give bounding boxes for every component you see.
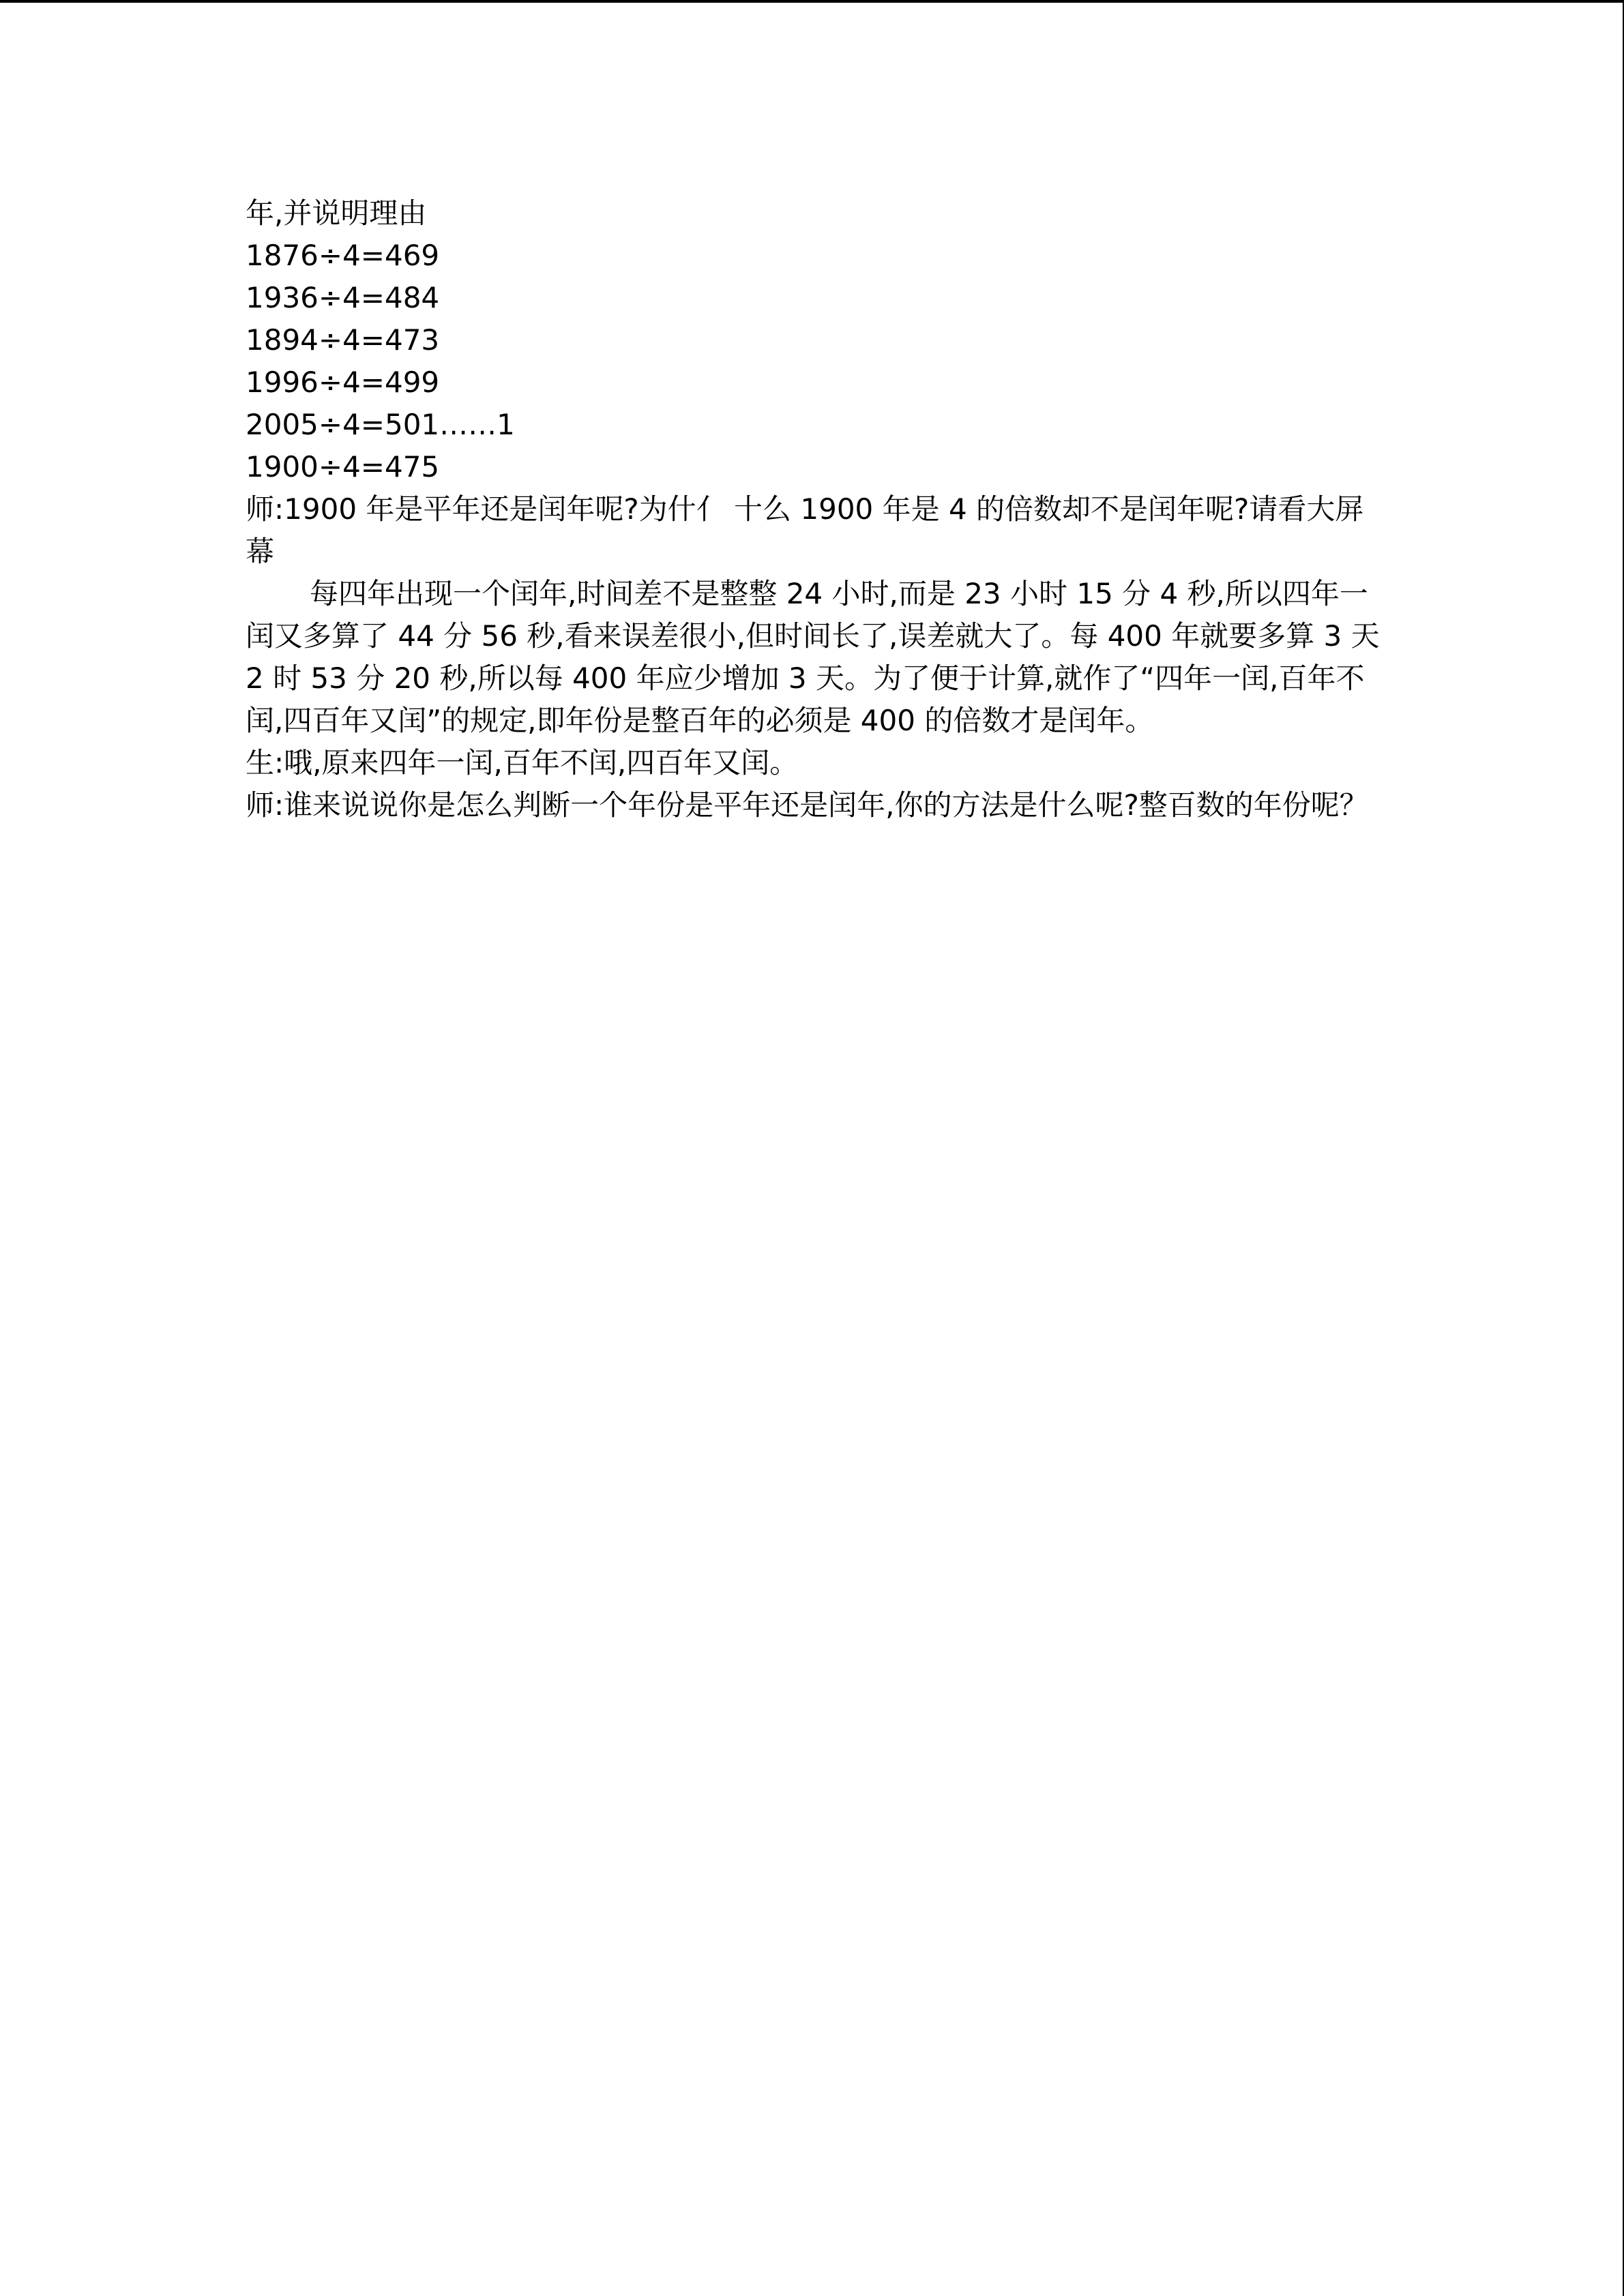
calculation-line: 1876÷4=469	[246, 239, 440, 272]
calculation-line: 1996÷4=499	[246, 366, 440, 399]
calculation-line: 2005÷4=501……1	[246, 408, 515, 441]
text-line: 年,并说明理由	[246, 196, 427, 230]
explanation-paragraph: 每四年出现一个闰年,时间差不是整整 24 小时,而是 23 小时 15 分 4 秒,所以四年一闰又多算了 44 分 56 秒,看来误差很小,但时间长了,误差就大了。每 400 年就要多算 3 天 2 时 53 分 20 秒,所以每 400 年应少增加 3 天。为了便于计算,就作了“四年一闰,百年不闰,四百年又闰”的规定,即年份是整百年的必须是 400 的倍数才是闰年。	[246, 577, 1380, 737]
teacher-question-paragraph-2: 师:谁来说说你是怎么判断一个年份是平年还是闰年,你的方法是什么呢?整百数的年份呢？	[246, 788, 1368, 822]
calculation-line: 1900÷4=475	[246, 450, 440, 483]
teacher-question-paragraph: 师:1900 年是平年还是闰年呢?为什亻 十么 1900 年是 4 的倍数却不是闰年呢?请看大屏幕	[246, 492, 1364, 568]
document-body	[246, 192, 1381, 826]
calculation-line: 1894÷4=473	[246, 323, 440, 357]
student-reply-paragraph: 生:哦,原来四年一闰,百年不闰,四百年又闰。	[246, 746, 799, 779]
calculation-line: 1936÷4=484	[246, 281, 440, 314]
page-top-border	[0, 0, 1624, 3]
